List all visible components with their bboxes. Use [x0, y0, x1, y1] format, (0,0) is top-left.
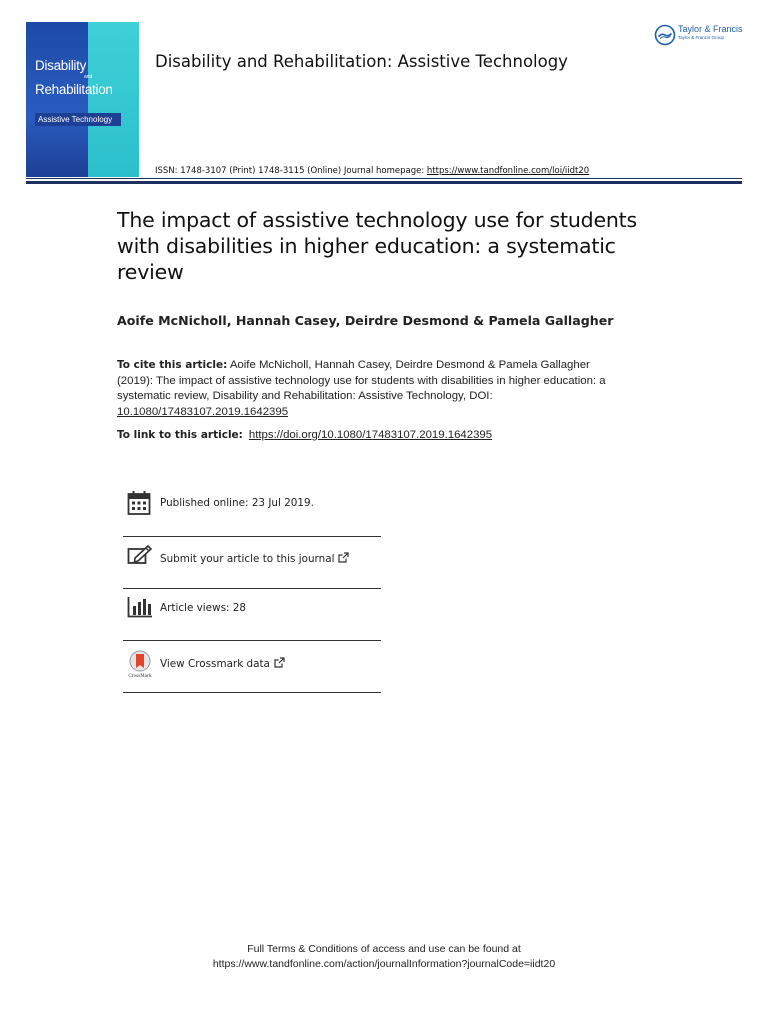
published-online-text: Published online: 23 Jul 2019. — [160, 497, 314, 509]
info-separator — [123, 536, 381, 537]
cover-subtitle: Assistive Technology — [38, 115, 113, 124]
article-title: The impact of assistive technology use for students with disabilities in higher education: a systematic review — [117, 208, 637, 284]
cover-cyan-panel — [88, 22, 139, 177]
citation-block — [117, 358, 627, 420]
citation-doi-link[interactable]: 10.1080/17483107.2019.1642395 — [117, 405, 289, 418]
publisher-tagline: Taylor & Francis Group — [678, 35, 725, 40]
bar-chart-icon — [127, 596, 153, 618]
submit-article-text: Submit your article to this journal — [160, 553, 335, 565]
cover-title-and: and — [84, 74, 93, 80]
citation-label: To cite this article: — [117, 359, 228, 371]
issn-line — [155, 166, 589, 176]
info-separator — [123, 692, 381, 693]
cover-title-line2: Rehabilitation — [35, 82, 113, 97]
external-link-icon — [338, 552, 349, 563]
article-views-text: Article views: 28 — [160, 602, 247, 614]
cover-title-line1: Disability — [35, 58, 87, 73]
edit-icon — [127, 544, 153, 566]
article-link-line — [117, 429, 492, 441]
article-views-row — [123, 596, 381, 636]
info-separator — [123, 588, 381, 589]
external-link-icon — [274, 657, 285, 668]
footer-terms-text: Full Terms & Conditions of access and use can be found at — [247, 943, 521, 955]
article-link-label: To link to this article: — [117, 429, 243, 441]
article-doi-link[interactable]: https://doi.org/10.1080/17483107.2019.1642395 — [248, 429, 493, 441]
info-separator — [123, 640, 381, 641]
header-rule-thick — [26, 181, 742, 184]
article-authors: Aoife McNicholl, Hannah Casey, Deirdre Desmond & Pamela Gallagher — [117, 313, 614, 328]
footer-terms-link[interactable]: https://www.tandfonline.com/action/journalInformation?journalCode=iidt20 — [212, 958, 556, 970]
crossmark-icon — [127, 650, 153, 678]
submit-article-row[interactable] — [123, 544, 381, 584]
crossmark-link[interactable] — [160, 657, 285, 670]
crossmark-text: View Crossmark data — [160, 658, 270, 670]
issn-text: ISSN: 1748-3107 (Print) 1748-3115 (Online) Journal homepage: — [155, 166, 427, 176]
cover-blue-panel — [26, 22, 88, 177]
crossmark-row[interactable] — [123, 650, 381, 690]
taylor-francis-logo-icon — [654, 24, 676, 46]
publisher-name: Taylor & Francis — [678, 24, 743, 34]
submit-article-link[interactable] — [160, 552, 349, 565]
journal-title: Disability and Rehabilitation: Assistive Technology — [155, 52, 568, 71]
crossmark-logo-text: CrossMark — [128, 673, 152, 678]
calendar-icon — [127, 490, 151, 516]
journal-cover-image — [26, 22, 139, 177]
journal-homepage-link[interactable]: https://www.tandfonline.com/loi/iidt20 — [426, 166, 590, 176]
published-online-row — [123, 490, 381, 530]
header-rule-thin — [26, 178, 742, 179]
citation-text: Aoife McNicholl, Hannah Casey, Deirdre Desmond & Pamela Gallagher (2019): The impact of assistive technology use for students with disabilities in higher education: a systematic review, Disability and Rehabilitation: Assistive Technology, DOI: — [117, 359, 606, 402]
